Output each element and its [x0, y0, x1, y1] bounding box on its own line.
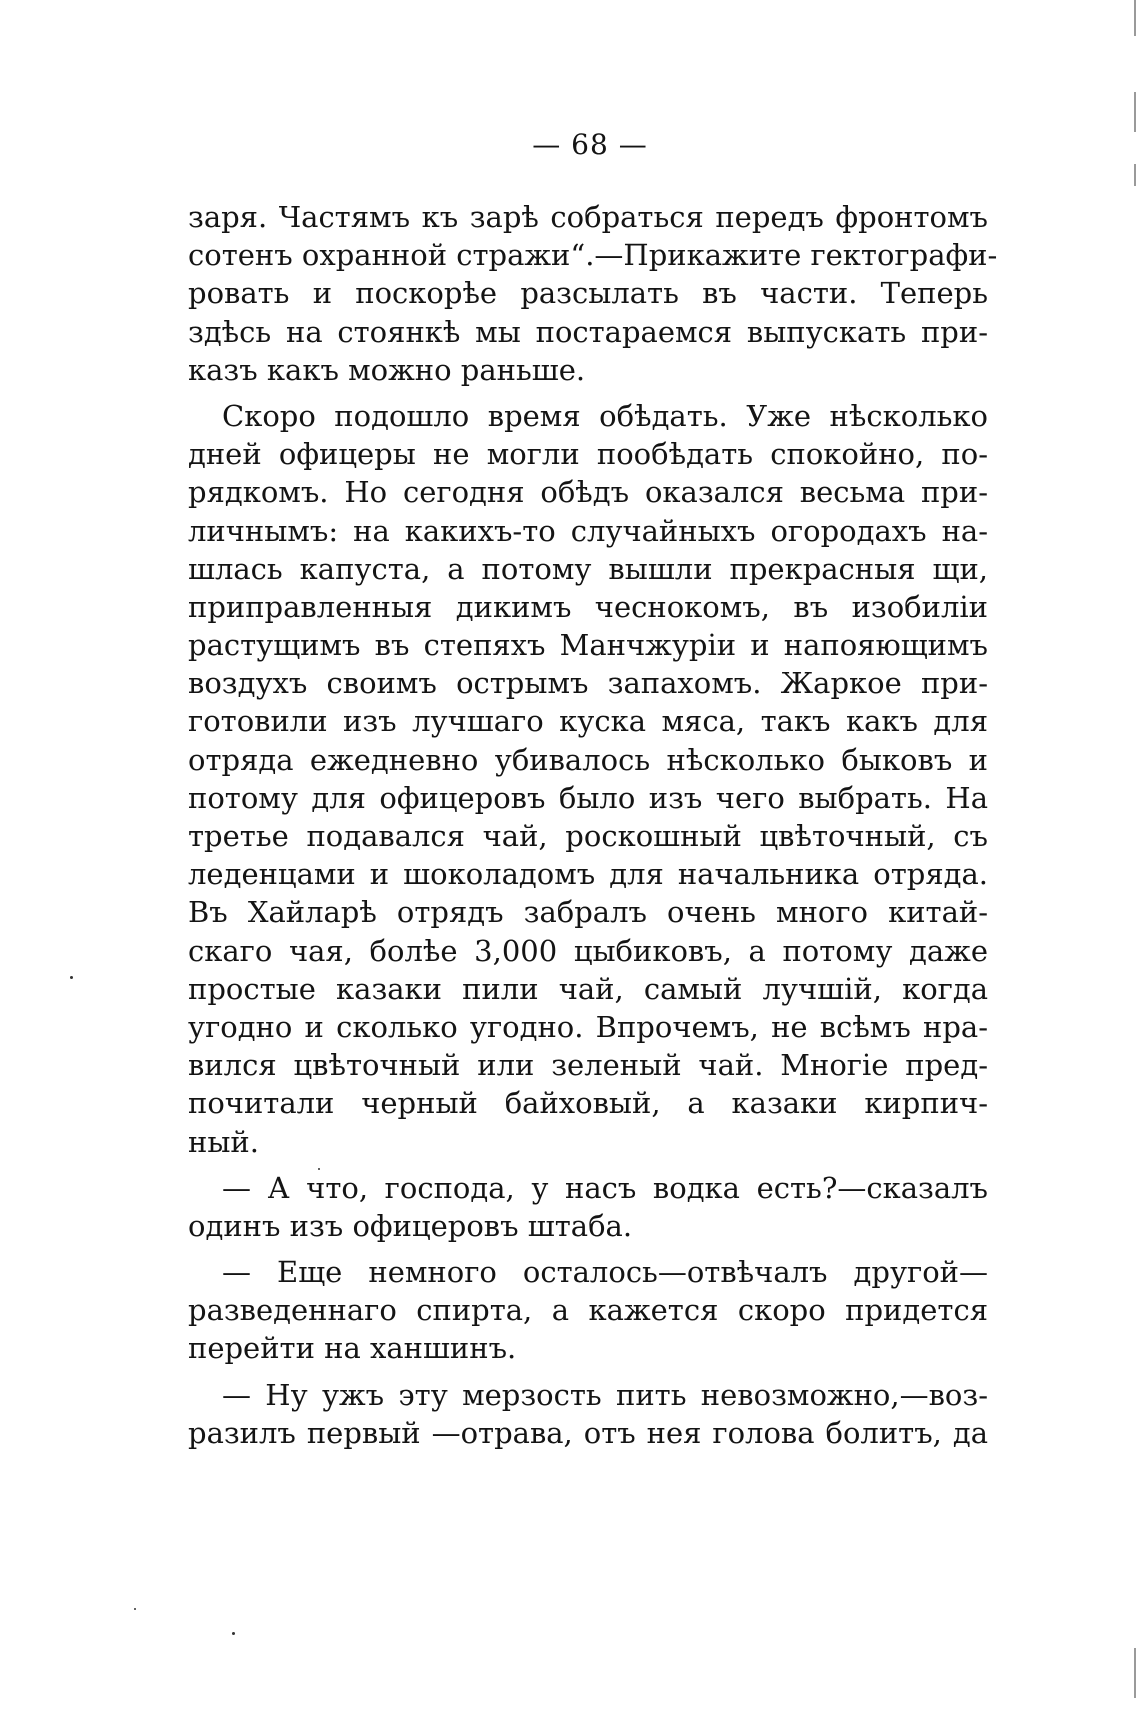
scan-speck — [318, 1168, 320, 1170]
text-line: сотенъ охранной стражи“.—Прикажите гектографи- — [188, 238, 998, 273]
paragraph — [188, 198, 998, 389]
text-line: растущимъ въ степяхъ Манчжуріи и напояющимъ — [188, 628, 988, 663]
text-line: угодно и сколько угодно. Впрочемъ, не всѣмъ нра- — [188, 1009, 988, 1044]
text-line: приправленныя дикимъ чеснокомъ, въ изобиліи — [188, 589, 988, 624]
scan-edge-mark — [1134, 0, 1136, 36]
text-line: простые казаки пили чай, самый лучшій, когда — [188, 971, 988, 1006]
text-line: рядкомъ. Но сегодня обѣдъ оказался весьма при- — [188, 475, 988, 510]
paragraph — [188, 1253, 988, 1368]
text-line: дней офицеры не могли пообѣдать спокойно, по- — [188, 437, 988, 472]
text-line: потому для офицеровъ было изъ чего выбрать. На — [188, 780, 988, 815]
scan-edge-mark — [1134, 164, 1136, 186]
text-line: казъ какъ можно раньше. — [188, 352, 586, 387]
text-line: шлась капуста, а потому вышли прекрасныя щи, — [188, 551, 988, 586]
text-line: ровать и поскорѣе разсылать въ части. Теперь — [188, 276, 988, 311]
text-line: почитали черный байховый, а казаки кирпич- — [188, 1086, 988, 1121]
paragraph — [188, 1169, 988, 1245]
text-line: личнымъ: на какихъ-то случайныхъ огородахъ на- — [188, 513, 988, 548]
text-line: — Ну ужъ эту мерзость пить невозможно,—воз- — [222, 1377, 988, 1412]
text-line: леденцами и шоколадомъ для начальника отряда. — [188, 857, 988, 892]
scan-edge-mark — [1134, 92, 1136, 132]
scan-speck — [134, 1608, 136, 1610]
text-line: здѣсь на стоянкѣ мы постараемся выпускать при- — [188, 314, 988, 349]
paragraph — [188, 1376, 988, 1452]
text-line: ный. — [188, 1124, 259, 1159]
text-line: разилъ первый —отрава, отъ нея голова болитъ, да — [188, 1415, 988, 1450]
scan-speck — [70, 976, 73, 979]
text-line: скаго чая, болѣе 3,000 цыбиковъ, а потому даже — [188, 933, 988, 968]
scan-speck — [232, 1632, 235, 1635]
text-line: — А что, господа, у насъ водка есть?—сказалъ — [222, 1170, 988, 1205]
text-line: готовили изъ лучшаго куска мяса, такъ какъ для — [188, 704, 988, 739]
scan-edge-mark — [1134, 1648, 1136, 1698]
text-line: воздухъ своимъ острымъ запахомъ. Жаркое при- — [188, 666, 988, 701]
page-number: — 68 — — [532, 128, 648, 161]
text-line: Скоро подошло время обѣдать. Уже нѣсколько — [222, 398, 988, 433]
text-line: отряда ежедневно убивалось нѣсколько быковъ и — [188, 742, 988, 777]
text-line: одинъ изъ офицеровъ штаба. — [188, 1208, 633, 1243]
body-text — [188, 198, 998, 1452]
text-line: перейти на ханшинъ. — [188, 1331, 517, 1366]
text-line: разведеннаго спирта, а кажется скоро придется — [188, 1293, 988, 1328]
text-line: Въ Хайларѣ отрядъ забралъ очень много китай- — [188, 895, 988, 930]
paragraph — [188, 397, 988, 1161]
text-line: — Еще немного осталось—отвѣчалъ другой— — [222, 1255, 988, 1290]
text-line: вился цвѣточный или зеленый чай. Многіе пред- — [188, 1048, 988, 1083]
text-line: заря. Частямъ къ зарѣ собраться передъ фронтомъ — [188, 200, 988, 234]
text-line: третье подавался чай, роскошный цвѣточный, съ — [188, 819, 988, 853]
